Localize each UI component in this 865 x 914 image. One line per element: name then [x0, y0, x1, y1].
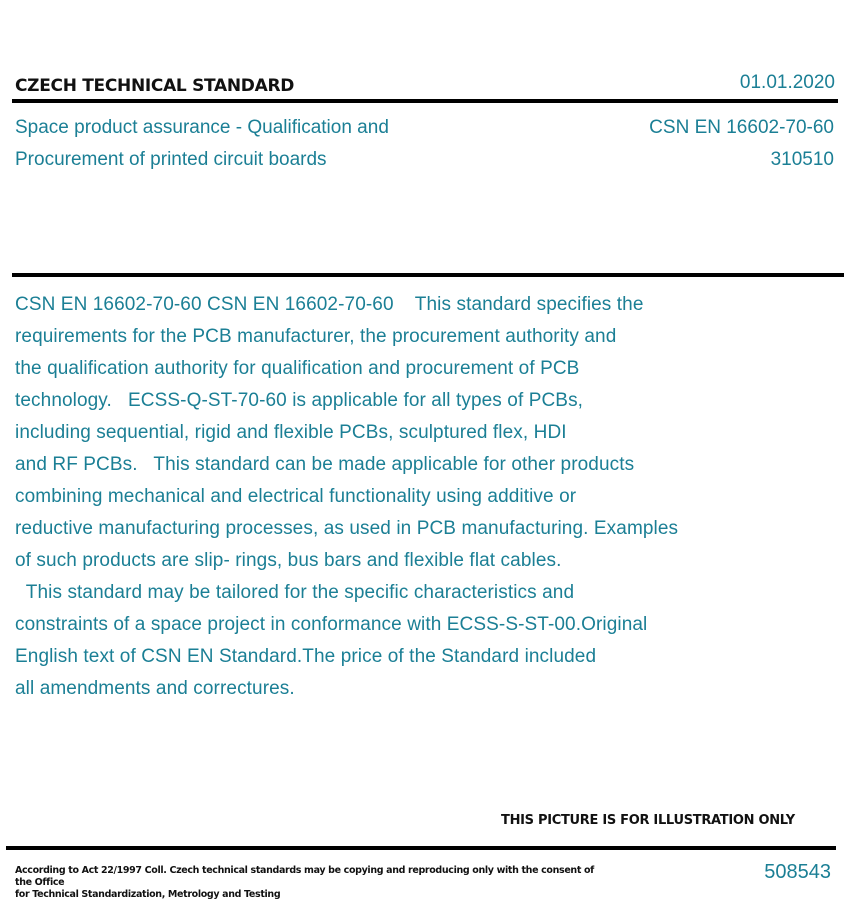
illustration-note: THIS PICTURE IS FOR ILLUSTRATION ONLY: [501, 813, 795, 828]
abstract-text: CSN EN 16602-70-60 CSN EN 16602-70-60 This standard specifies the requirements for the PCB manufacturer, the procurement authority and the qualification authority for qualification and procurement of PCB technology. ECSS-Q-ST-70-60 is applicable for all types of PCBs, including sequential, rigid and flexible PCBs, sculptured flex, HDI and RF PCBs. This standard can be made applicable for other products combining mechanical and electrical functionality using additive or reductive manufacturing processes, as used in PCB manufacturing. Examples of such products are slip- rings, bus bars and flexible flat cables. This standard may be tailored for the specific characteristics and constraints of a space project in conformance with ECSS-S-ST-00.Original English text of CSN EN Standard.The price of the Standard included all amendments and correctures.: [15, 294, 679, 699]
legal-notice-line-1: According to Act 22/1997 Coll. Czech technical standards may be copying and reproducing only with the consent of the Office: [15, 865, 594, 888]
issue-date: 01.01.2020: [739, 72, 835, 93]
standard-code: CSN EN 16602-70-60: [649, 117, 834, 138]
document-number: 508543: [764, 861, 831, 883]
legal-notice-line-2: for Technical Standardization, Metrology and Testing: [15, 889, 281, 900]
document-title-line-1: Space product assurance - Qualification and: [15, 117, 389, 138]
footer-divider: [6, 846, 836, 850]
document-title-line-2: Procurement of printed circuit boards: [15, 149, 327, 170]
title-divider: [12, 273, 844, 277]
header-divider: [12, 99, 838, 103]
standard-label: CZECH TECHNICAL STANDARD: [15, 76, 295, 96]
legal-notice: [15, 865, 595, 901]
class-number: 310510: [770, 149, 834, 170]
